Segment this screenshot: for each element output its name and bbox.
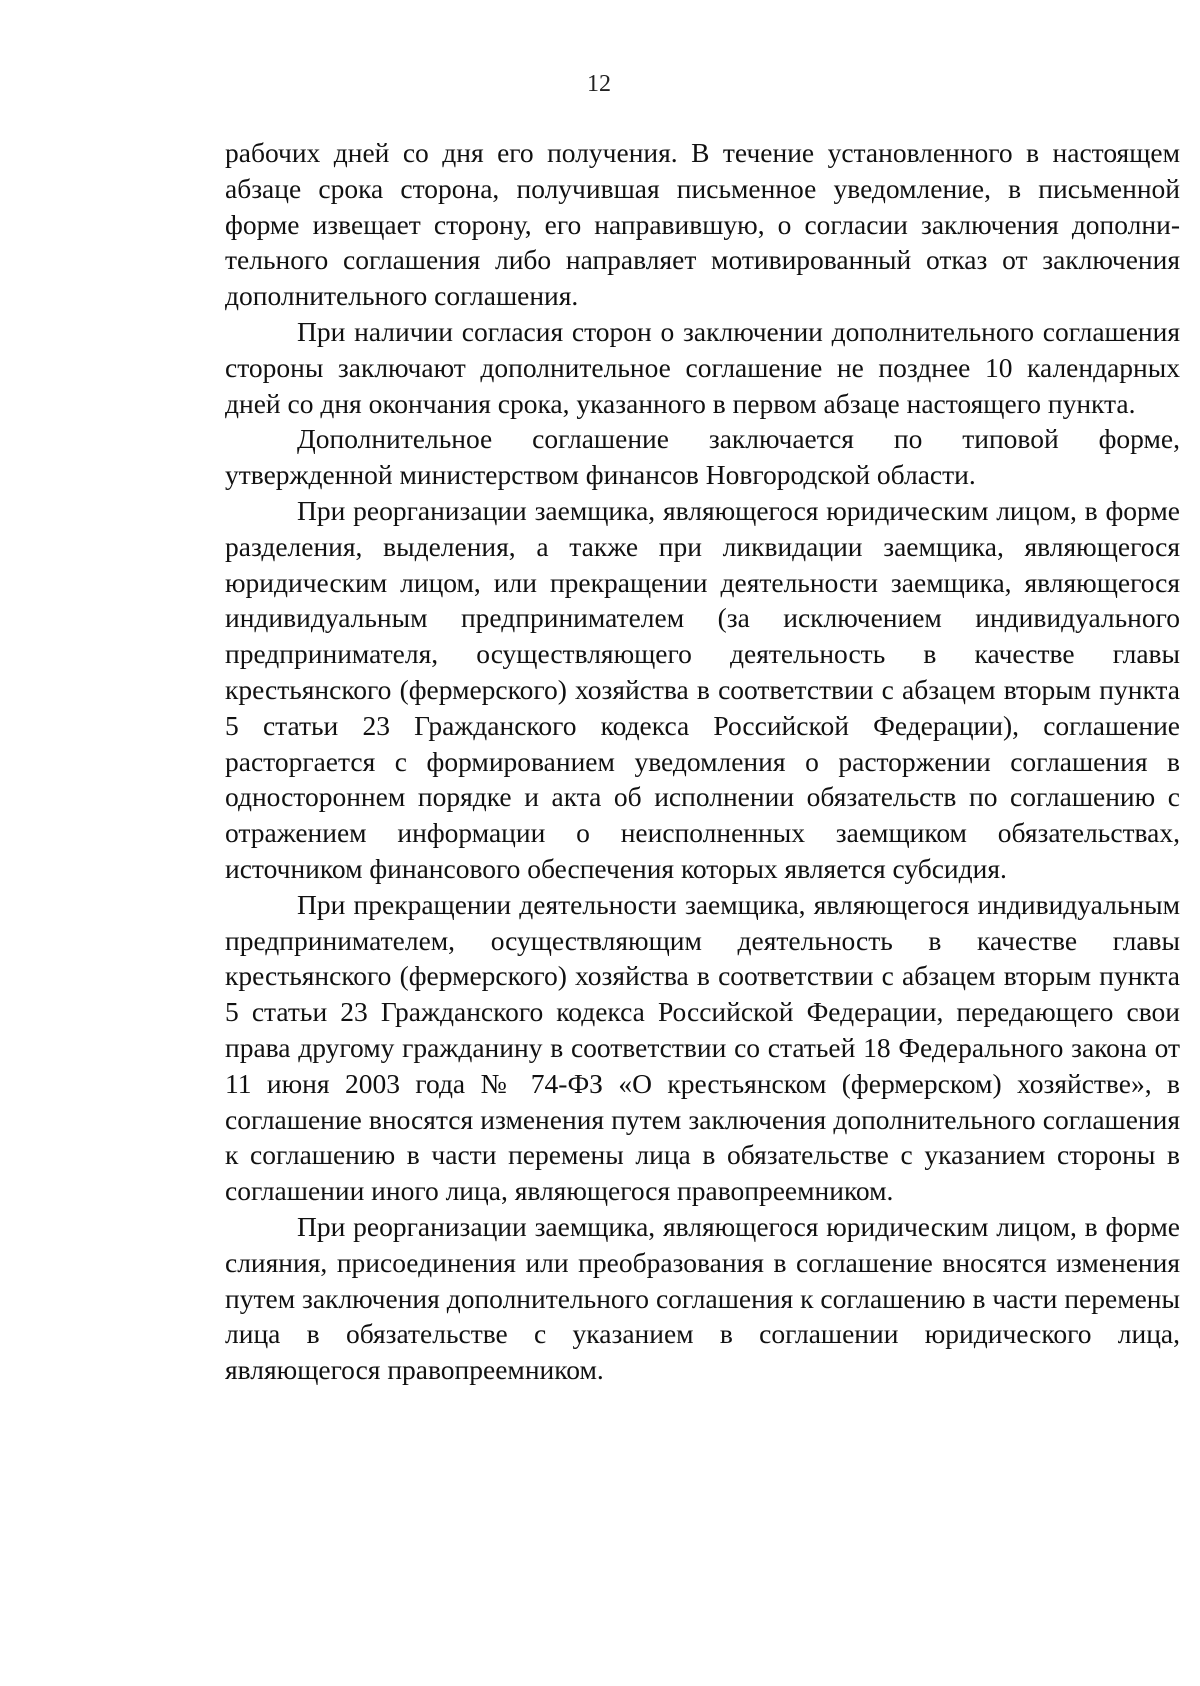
page-number: 12 xyxy=(587,71,611,97)
paragraph-reorganization-termination: При реорганизации заемщика, являющегося юридическим лицом, в форме разделения, выделения, а также при ликвидации заемщика, являющегося юридическим лицом, или прекращении деятельности заемщика, являющегося индивидуальным предпринимателем (за исключением индивидуального предпринимателя, осуществляющего деятельность в качестве главы крестьянского (фермерского) хозяйства в соответствии с абзацем вторым пункта 5 статьи 23 Гражданского кодекса Российской Федерации), соглашение расторгается с формированием уведомления о расторжении соглашения в одностороннем порядке и акта об исполнении обязательств по соглашению с отражением информации о неисполненных заемщиком обязательствах, источником финансового обеспечения которых является субсидия. xyxy=(225,494,1180,884)
paragraph-reorganization-succession: При реорганизации заемщика, являющегося юридическим лицом, в форме слияния, присоединения или преобразования в соглашение вносятся изменения путем заключения дополнительного соглашения к соглашению в части перемены лица в обязательстве с указанием в соглашении юридического лица, являющегося правопреемником. xyxy=(225,1210,1180,1386)
paragraph-continuation: рабочих дней со дня его получения. В течение установленного в настоящем абзаце срока сторона, получившая письменное уведомление, в письменной форме извещает сторону, его направившую, о согласии заключения дополнительного соглашения либо направляет мотивированный отказ от заключения дополнительного соглашения. xyxy=(225,137,1180,312)
paragraph-agreement-consent: При наличии согласия сторон о заключении дополнительного соглашения стороны заключают дополнительное соглашение не позднее 10 календарных дней со дня окончания срока, указанного в первом абзаце настоящего пункта. xyxy=(225,315,1180,419)
paragraph-farm-succession: При прекращении деятельности заемщика, являющегося индивидуальным предпринимателем, осуществляющим деятельность в качестве главы крестьянского (фермерского) хозяйства в соответствии с абзацем вторым пункта 5 статьи 23 Гражданского кодекса Российской Федерации, передающего свои права другому гражданину в соответствии со статьей 18 Федерального закона от 11 июня 2003 года № 74-ФЗ «О крестьянском (фермерском) хозяйстве», в соглашение вносятся изменения путем заключения дополнительного соглашения к соглашению в части перемены лица в обязательстве с указанием стороны в соглашении иного лица, являющегося правопреемником. xyxy=(225,888,1180,1207)
document-body xyxy=(225,135,1180,1388)
paragraph-standard-form: Дополнительное соглашение заключается по типовой форме, утвержденной министерством финансов Новгородской области. xyxy=(225,423,1180,491)
